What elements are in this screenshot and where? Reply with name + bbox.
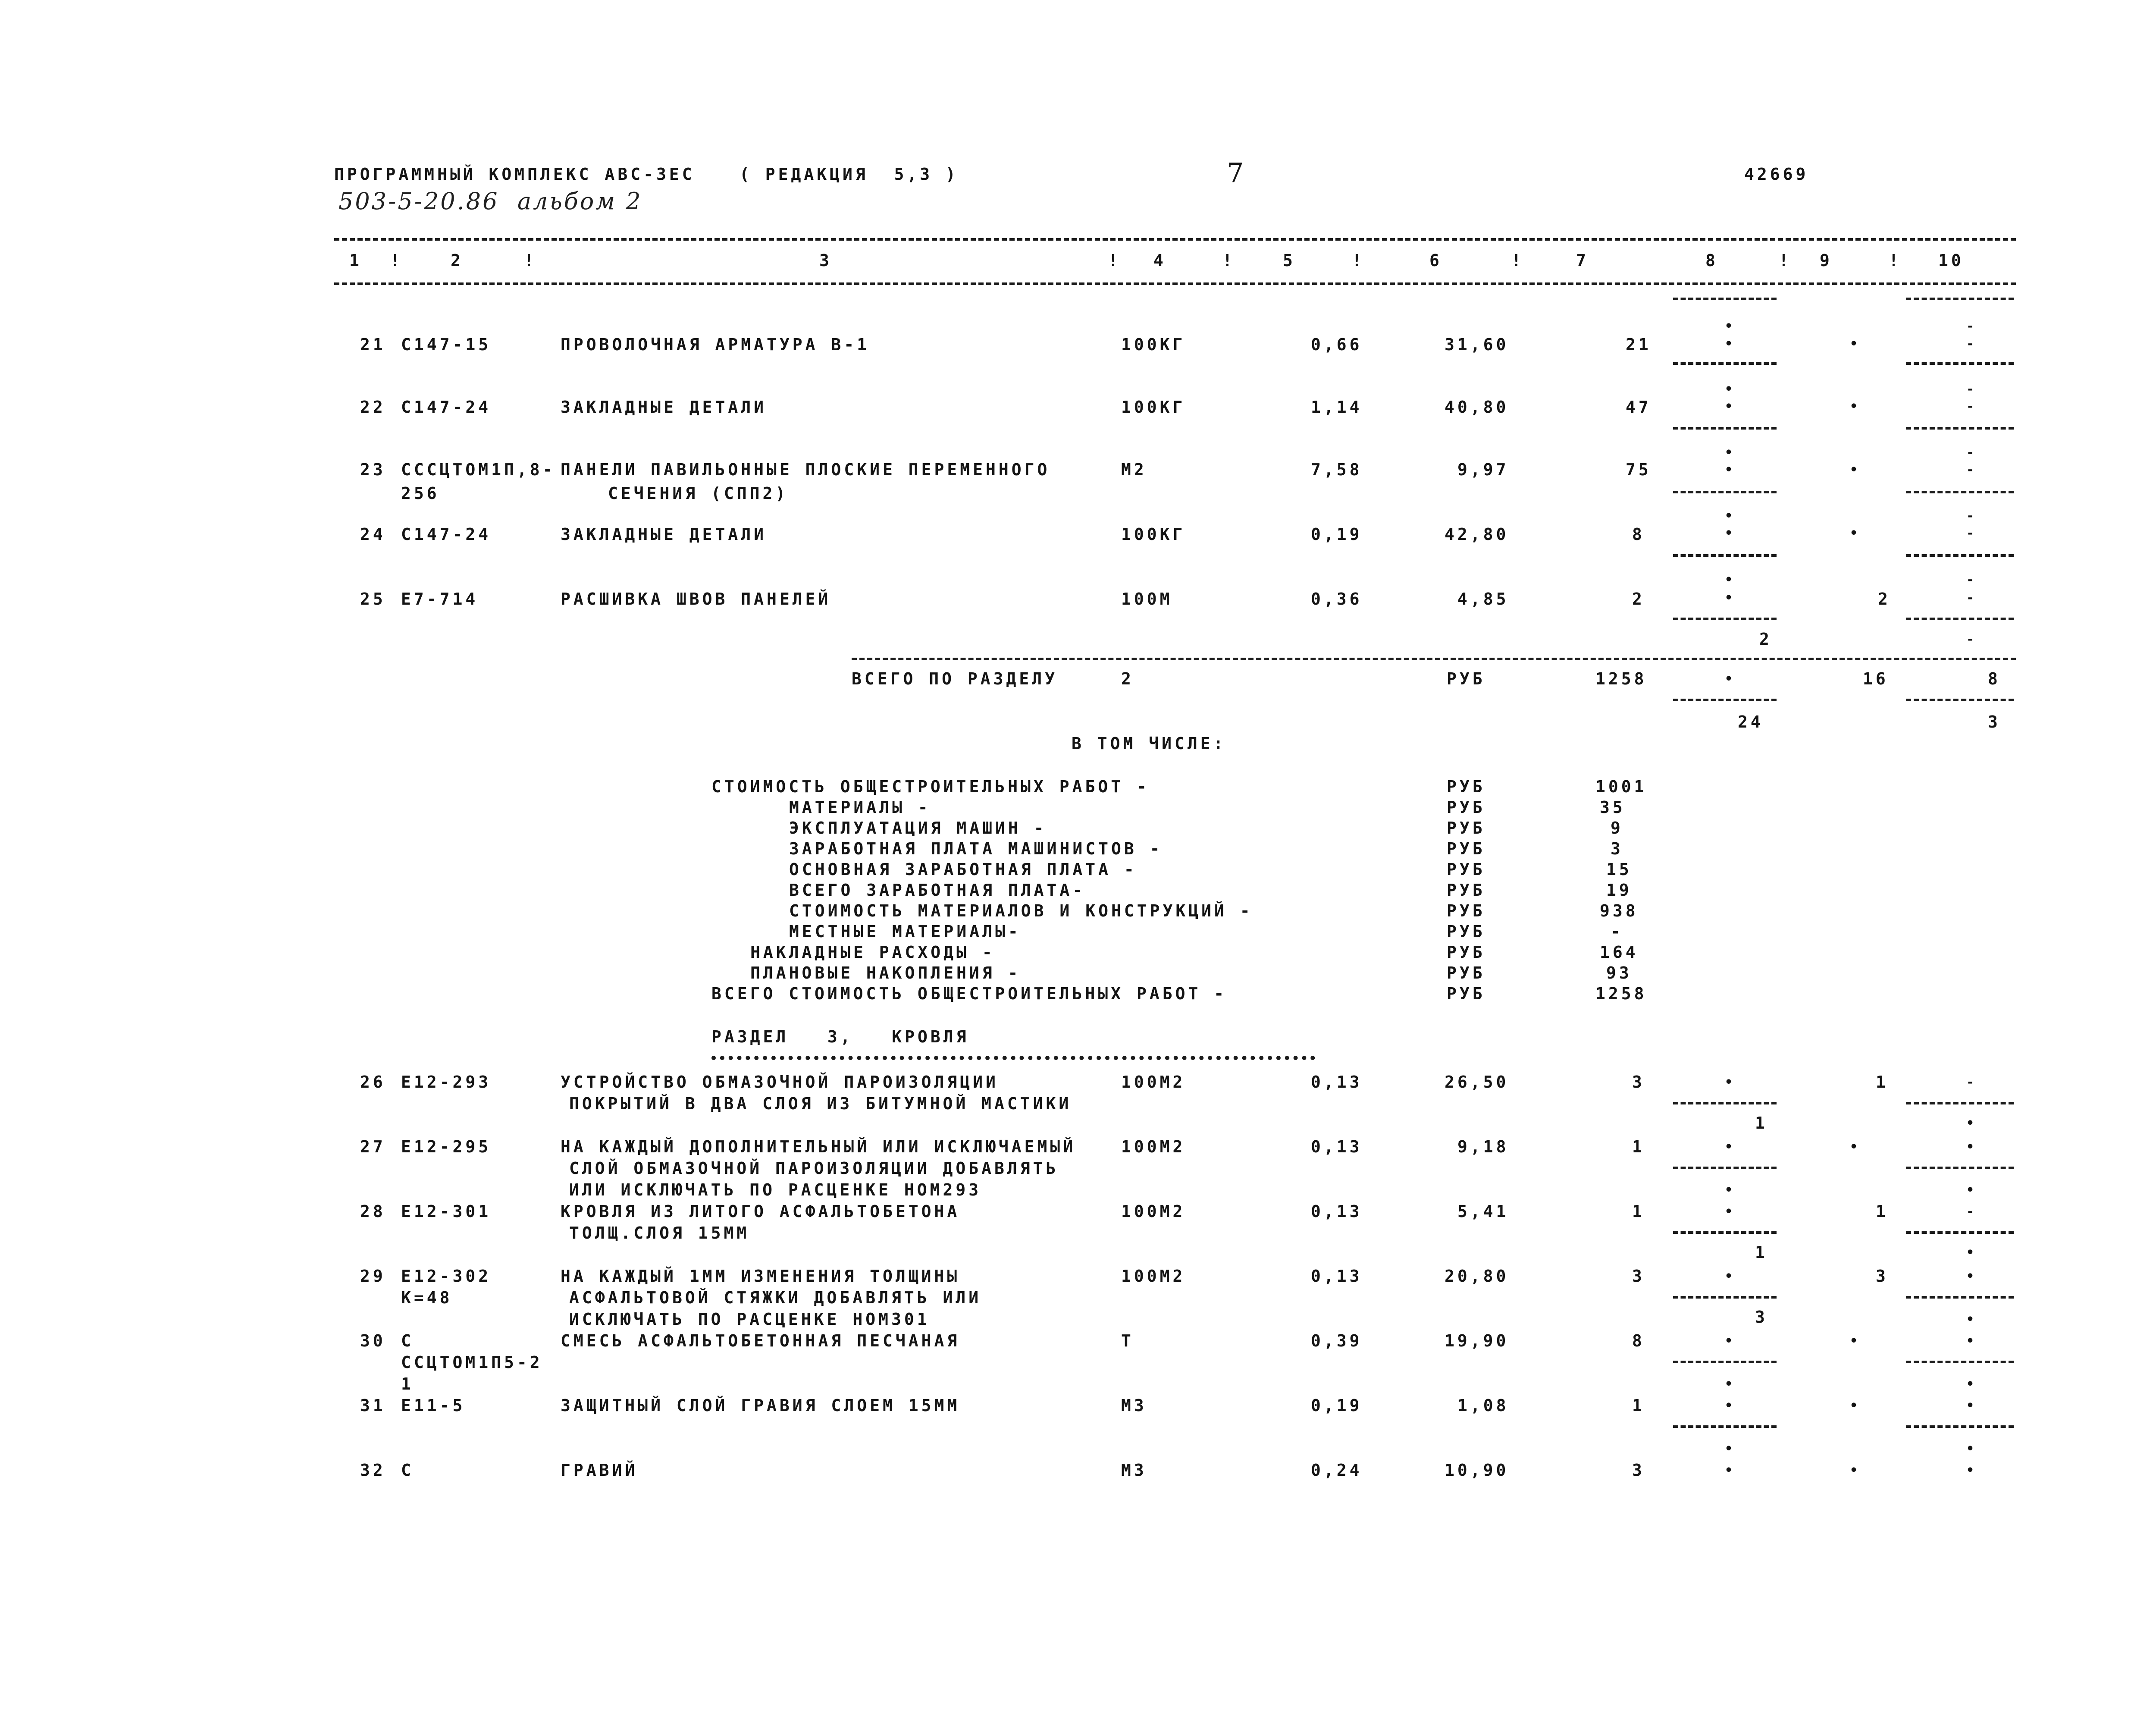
subcell-rule	[1673, 1102, 1777, 1104]
rate-code: Е12-301	[401, 1202, 492, 1221]
row-total: 21	[1626, 335, 1651, 354]
quantity: 0,19	[1311, 525, 1363, 544]
cell-marker: •	[1850, 399, 1858, 414]
row-number: 30	[360, 1331, 386, 1350]
unit: 100М2	[1121, 1202, 1186, 1221]
column-separator: !	[1352, 251, 1365, 270]
rate-code: СССЦТОМ1П,8-	[401, 460, 556, 479]
section-total-unit: РУБ	[1447, 669, 1485, 688]
row-total: 75	[1626, 460, 1651, 479]
subcell-rule	[1673, 1361, 1777, 1363]
quantity: 0,13	[1311, 1137, 1363, 1156]
program-title: ПРОГРАММНЫЙ КОМПЛЕКС АВС-ЗЕС	[334, 165, 695, 184]
section-3-underline	[711, 1056, 1315, 1060]
subcell-rule	[1906, 1167, 2014, 1169]
column-9-value: 2	[1878, 590, 1891, 609]
subcell-rule	[1673, 298, 1777, 300]
header-rule-top	[334, 238, 2016, 241]
subcell-rule	[1673, 362, 1777, 365]
cell-marker: •	[1725, 671, 1733, 687]
cell-marker: •	[1850, 1139, 1858, 1155]
column-header-8: 8	[1705, 251, 1718, 270]
unit: 100М	[1121, 590, 1173, 609]
including-title: В ТОМ ЧИСЛЕ:	[1072, 734, 1226, 753]
subcell-rule	[1673, 427, 1777, 430]
subcell-rule	[1906, 1425, 2014, 1428]
unit-price: 42,80	[1445, 525, 1509, 544]
header-rule-bottom	[334, 282, 2016, 285]
row-total: 1	[1632, 1396, 1645, 1415]
breakdown-unit: РУБ	[1447, 901, 1485, 920]
breakdown-label: МЕСТНЫЕ МАТЕРИАЛЫ-	[789, 922, 1021, 941]
work-name: КРОВЛЯ ИЗ ЛИТОГО АСФАЛЬТОБЕТОНА	[561, 1202, 960, 1221]
column-separator: !	[1222, 251, 1235, 270]
column-8-sub-value: 2	[1759, 630, 1772, 649]
cell-marker: •	[1966, 1441, 1974, 1456]
unit: 100М2	[1121, 1137, 1186, 1156]
unit: М3	[1121, 1396, 1147, 1415]
section-total-label: ВСЕГО ПО РАЗДЕЛУ	[852, 669, 1058, 688]
column-header-1: 1	[349, 251, 362, 270]
cell-marker: -	[1966, 508, 1974, 524]
rate-code: С	[401, 1461, 414, 1480]
cell-marker: -	[1966, 590, 1974, 606]
column-header-4: 4	[1153, 251, 1166, 270]
work-name-cont: СЕЧЕНИЯ (СПП2)	[608, 484, 789, 503]
breakdown-value: 9	[1611, 819, 1623, 838]
row-total: 3	[1632, 1073, 1645, 1092]
rate-code: Е12-295	[401, 1137, 492, 1156]
cell-marker: •	[1725, 1333, 1733, 1349]
subcell-rule	[1673, 491, 1777, 493]
rate-code: Е12-293	[401, 1073, 492, 1092]
work-name: ЗАКЛАДНЫЕ ДЕТАЛИ	[561, 398, 767, 417]
column-separator: !	[1889, 251, 1902, 270]
rate-code-cont: К=48	[401, 1288, 453, 1307]
cell-marker: •	[1850, 1463, 1858, 1478]
breakdown-label: ВСЕГО СТОИМОСТЬ ОБЩЕСТРОИТЕЛЬНЫХ РАБОТ -	[711, 984, 1227, 1003]
column-header-9: 9	[1820, 251, 1833, 270]
breakdown-value: 19	[1606, 881, 1632, 900]
breakdown-label: ОСНОВНАЯ ЗАРАБОТНАЯ ПЛАТА -	[789, 860, 1137, 879]
work-name-cont: АСФАЛЬТОВОЙ СТЯЖКИ ДОБАВЛЯТЬ ИЛИ	[569, 1288, 982, 1307]
row-total: 2	[1632, 590, 1645, 609]
unit: 100М2	[1121, 1267, 1186, 1286]
document-code: 42669	[1744, 165, 1809, 184]
breakdown-unit: РУБ	[1447, 860, 1485, 879]
subcell-rule	[1673, 1231, 1777, 1234]
row-total: 3	[1632, 1461, 1645, 1480]
breakdown-unit: РУБ	[1447, 819, 1485, 838]
subcell-rule	[1906, 491, 2014, 493]
row-number: 28	[360, 1202, 386, 1221]
unit: 100КГ	[1121, 525, 1186, 544]
breakdown-label: ЭКСПЛУАТАЦИЯ МАШИН -	[789, 819, 1047, 838]
breakdown-value: -	[1611, 922, 1623, 941]
total-rule	[852, 658, 2016, 660]
row-total: 47	[1626, 398, 1651, 417]
unit: 100М2	[1121, 1073, 1186, 1092]
breakdown-label: НАКЛАДНЫЕ РАСХОДЫ -	[750, 943, 995, 962]
breakdown-value: 35	[1600, 798, 1626, 817]
column-8-sub-value: 1	[1755, 1243, 1768, 1262]
cell-marker: •	[1725, 1463, 1733, 1478]
cell-marker: •	[1725, 1269, 1733, 1284]
cell-marker: •	[1850, 1398, 1858, 1413]
subcell-rule	[1673, 554, 1777, 557]
work-name: НА КАЖДЫЙ ДОПОЛНИТЕЛЬНЫЙ ИЛИ ИСКЛЮЧАЕМЫЙ	[561, 1137, 1076, 1156]
column-header-3: 3	[819, 251, 832, 270]
unit-price: 26,50	[1445, 1073, 1509, 1092]
work-name-cont: ИСКЛЮЧАТЬ ПО РАСЦЕНКЕ НОМ301	[569, 1310, 930, 1329]
subcell-rule	[1906, 1361, 2014, 1363]
subcell-rule	[1673, 1296, 1777, 1299]
row-number: 32	[360, 1461, 386, 1480]
work-name-cont: ПОКРЫТИЙ В ДВА СЛОЯ ИЗ БИТУМНОЙ МАСТИКИ	[569, 1094, 1072, 1113]
cell-marker: -	[1966, 336, 1974, 351]
cell-marker: •	[1966, 1312, 1974, 1327]
section-number: 2	[1121, 669, 1134, 688]
column-9-value: 3	[1876, 1267, 1889, 1286]
cell-marker: •	[1725, 526, 1733, 541]
column-header-10: 10	[1938, 251, 1964, 270]
cell-marker: -	[1966, 526, 1974, 541]
row-number: 31	[360, 1396, 386, 1415]
subcell-rule	[1906, 699, 2014, 701]
cell-marker: •	[1850, 526, 1858, 541]
cell-marker: -	[1966, 445, 1974, 460]
cell-marker: •	[1850, 462, 1858, 477]
breakdown-value: 1258	[1595, 984, 1647, 1003]
quantity: 0,13	[1311, 1073, 1363, 1092]
rate-code: Е12-302	[401, 1267, 492, 1286]
unit-price: 5,41	[1457, 1202, 1509, 1221]
row-total: 1	[1632, 1202, 1645, 1221]
cell-marker: -	[1966, 632, 1974, 647]
cell-marker: •	[1725, 1398, 1733, 1413]
cell-marker: •	[1725, 590, 1733, 606]
breakdown-label: ЗАРАБОТНАЯ ПЛАТА МАШИНИСТОВ -	[789, 839, 1163, 858]
breakdown-value: 1001	[1595, 777, 1647, 796]
edition-label: ( РЕДАКЦИЯ 5,3 )	[740, 165, 959, 184]
work-name-cont: ИЛИ ИСКЛЮЧАТЬ ПО РАСЦЕНКЕ НОМ293	[569, 1180, 982, 1199]
row-total: 3	[1632, 1267, 1645, 1286]
cell-marker: •	[1725, 1075, 1733, 1090]
section-total-col10-sub: 3	[1988, 712, 2001, 731]
breakdown-unit: РУБ	[1447, 881, 1485, 900]
cell-marker: •	[1725, 1377, 1733, 1392]
cell-marker: •	[1966, 1333, 1974, 1349]
subcell-rule	[1906, 298, 2014, 300]
section-total-value: 1258	[1595, 669, 1647, 688]
rate-code: С147-24	[401, 398, 492, 417]
subcell-rule	[1906, 362, 2014, 365]
breakdown-unit: РУБ	[1447, 839, 1485, 858]
row-number: 27	[360, 1137, 386, 1156]
cell-marker: -	[1966, 1075, 1974, 1090]
unit-price: 40,80	[1445, 398, 1509, 417]
row-total: 1	[1632, 1137, 1645, 1156]
quantity: 1,14	[1311, 398, 1363, 417]
cell-marker: •	[1966, 1463, 1974, 1478]
column-8-sub-value: 3	[1755, 1308, 1768, 1327]
cell-marker: -	[1966, 319, 1974, 334]
rate-code-cont: ССЦТОМ1П5-2	[401, 1353, 543, 1372]
subcell-rule	[1906, 1102, 2014, 1104]
row-number: 29	[360, 1267, 386, 1286]
rate-code: С147-15	[401, 335, 492, 354]
cell-marker: •	[1850, 1333, 1858, 1349]
cell-marker: -	[1966, 462, 1974, 477]
unit-price: 10,90	[1445, 1461, 1509, 1480]
quantity: 0,39	[1311, 1331, 1363, 1350]
rate-code: Е7-714	[401, 590, 479, 609]
cell-marker: •	[1966, 1116, 1974, 1131]
section-total-col10: 8	[1988, 669, 2001, 688]
cell-marker: •	[1725, 399, 1733, 414]
quantity: 7,58	[1311, 460, 1363, 479]
rate-code-cont: 1	[401, 1374, 414, 1393]
subcell-rule	[1906, 618, 2014, 620]
quantity: 0,36	[1311, 590, 1363, 609]
cell-marker: •	[1966, 1398, 1974, 1413]
column-separator: !	[1108, 251, 1121, 270]
breakdown-unit: РУБ	[1447, 984, 1485, 1003]
subcell-rule	[1906, 1296, 2014, 1299]
breakdown-label: СТОИМОСТЬ МАТЕРИАЛОВ И КОНСТРУКЦИЙ -	[789, 901, 1253, 920]
section-total-col9: 16	[1863, 669, 1889, 688]
section-3-title: РАЗДЕЛ 3, КРОВЛЯ	[711, 1027, 969, 1046]
cell-marker: •	[1966, 1245, 1974, 1260]
breakdown-label: ВСЕГО ЗАРАБОТНАЯ ПЛАТА-	[789, 881, 1086, 900]
cell-marker: •	[1966, 1139, 1974, 1155]
unit-price: 9,97	[1457, 460, 1509, 479]
breakdown-unit: РУБ	[1447, 922, 1485, 941]
row-number: 26	[360, 1073, 386, 1092]
work-name: ЗАКЛАДНЫЕ ДЕТАЛИ	[561, 525, 767, 544]
row-number: 24	[360, 525, 386, 544]
rate-code: С147-24	[401, 525, 492, 544]
cell-marker: •	[1725, 1441, 1733, 1456]
cell-marker: •	[1966, 1269, 1974, 1284]
section-total-col8-sub: 24	[1738, 712, 1764, 731]
cell-marker: •	[1725, 508, 1733, 524]
work-name: ПРОВОЛОЧНАЯ АРМАТУРА В-1	[561, 335, 870, 354]
subcell-rule	[1673, 618, 1777, 620]
unit: Т	[1121, 1331, 1134, 1350]
handwritten-album-note: 503-5-20.86 альбом 2	[338, 188, 642, 215]
quantity: 0,66	[1311, 335, 1363, 354]
unit-price: 20,80	[1445, 1267, 1509, 1286]
column-separator: !	[390, 251, 403, 270]
cell-marker: -	[1966, 382, 1974, 397]
subcell-rule	[1906, 427, 2014, 430]
column-header-7: 7	[1576, 251, 1589, 270]
work-name: ЗАЩИТНЫЙ СЛОЙ ГРАВИЯ СЛОЕМ 15ММ	[561, 1396, 960, 1415]
cell-marker: -	[1966, 1204, 1974, 1219]
breakdown-value: 938	[1600, 901, 1639, 920]
unit-price: 19,90	[1445, 1331, 1509, 1350]
cell-marker: -	[1966, 399, 1974, 414]
column-8-sub-value: 1	[1755, 1114, 1768, 1133]
cell-marker: •	[1966, 1183, 1974, 1198]
cell-marker: •	[1725, 1183, 1733, 1198]
quantity: 0,24	[1311, 1461, 1363, 1480]
row-total: 8	[1632, 1331, 1645, 1350]
column-header-5: 5	[1283, 251, 1296, 270]
row-number: 25	[360, 590, 386, 609]
cell-marker: •	[1725, 336, 1733, 351]
row-number: 21	[360, 335, 386, 354]
cell-marker: •	[1725, 382, 1733, 397]
breakdown-value: 164	[1600, 943, 1639, 962]
unit-price: 9,18	[1457, 1137, 1509, 1156]
unit-price: 1,08	[1457, 1396, 1509, 1415]
work-name: ПАНЕЛИ ПАВИЛЬОННЫЕ ПЛОСКИЕ ПЕРЕМЕННОГО	[561, 460, 1050, 479]
row-number: 22	[360, 398, 386, 417]
subcell-rule	[1673, 1167, 1777, 1169]
unit: 100КГ	[1121, 335, 1186, 354]
quantity: 0,19	[1311, 1396, 1363, 1415]
column-separator: !	[1779, 251, 1792, 270]
column-header-6: 6	[1429, 251, 1442, 270]
breakdown-unit: РУБ	[1447, 943, 1485, 962]
row-number: 23	[360, 460, 386, 479]
breakdown-unit: РУБ	[1447, 798, 1485, 817]
breakdown-label: МАТЕРИАЛЫ -	[789, 798, 931, 817]
cell-marker: •	[1966, 1377, 1974, 1392]
breakdown-value: 3	[1611, 839, 1623, 858]
cell-marker: •	[1725, 1139, 1733, 1155]
breakdown-value: 93	[1606, 963, 1632, 982]
work-name: НА КАЖДЫЙ 1ММ ИЗМЕНЕНИЯ ТОЛЩИНЫ	[561, 1267, 960, 1286]
rate-code: С	[401, 1331, 414, 1350]
work-name-cont: СЛОЙ ОБМАЗОЧНОЙ ПАРОИЗОЛЯЦИИ ДОБАВЛЯТЬ	[569, 1159, 1059, 1178]
rate-code-cont: 256	[401, 484, 440, 503]
work-name: РАСШИВКА ШВОВ ПАНЕЛЕЙ	[561, 590, 831, 609]
subcell-rule	[1673, 699, 1777, 701]
cell-marker: •	[1850, 336, 1858, 351]
unit: М3	[1121, 1461, 1147, 1480]
cell-marker: •	[1725, 1204, 1733, 1219]
unit-price: 31,60	[1445, 335, 1509, 354]
cell-marker: •	[1725, 319, 1733, 334]
column-separator: !	[524, 251, 537, 270]
column-separator: !	[1511, 251, 1524, 270]
subcell-rule	[1673, 1425, 1777, 1428]
unit: 100КГ	[1121, 398, 1186, 417]
work-name: СМЕСЬ АСФАЛЬТОБЕТОННАЯ ПЕСЧАНАЯ	[561, 1331, 960, 1350]
cell-marker: -	[1966, 572, 1974, 587]
unit-price: 4,85	[1457, 590, 1509, 609]
column-9-value: 1	[1876, 1202, 1889, 1221]
work-name-cont: ТОЛЩ.СЛОЯ 15ММ	[569, 1224, 750, 1242]
work-name: ГРАВИЙ	[561, 1461, 638, 1480]
work-name: УСТРОЙСТВО ОБМАЗОЧНОЙ ПАРОИЗОЛЯЦИИ	[561, 1073, 999, 1092]
column-header-2: 2	[451, 251, 464, 270]
row-total: 8	[1632, 525, 1645, 544]
breakdown-unit: РУБ	[1447, 963, 1485, 982]
breakdown-unit: РУБ	[1447, 777, 1485, 796]
unit: М2	[1121, 460, 1147, 479]
column-9-value: 1	[1876, 1073, 1889, 1092]
breakdown-value: 15	[1606, 860, 1632, 879]
breakdown-label: СТОИМОСТЬ ОБЩЕСТРОИТЕЛЬНЫХ РАБОТ -	[711, 777, 1150, 796]
quantity: 0,13	[1311, 1267, 1363, 1286]
cell-marker: •	[1725, 462, 1733, 477]
rate-code: Е11-5	[401, 1396, 466, 1415]
quantity: 0,13	[1311, 1202, 1363, 1221]
subcell-rule	[1906, 1231, 2014, 1234]
breakdown-label: ПЛАНОВЫЕ НАКОПЛЕНИЯ -	[750, 963, 1021, 982]
cell-marker: •	[1725, 572, 1733, 587]
cell-marker: •	[1725, 445, 1733, 460]
page-number: 7	[1227, 157, 1244, 188]
subcell-rule	[1906, 554, 2014, 557]
